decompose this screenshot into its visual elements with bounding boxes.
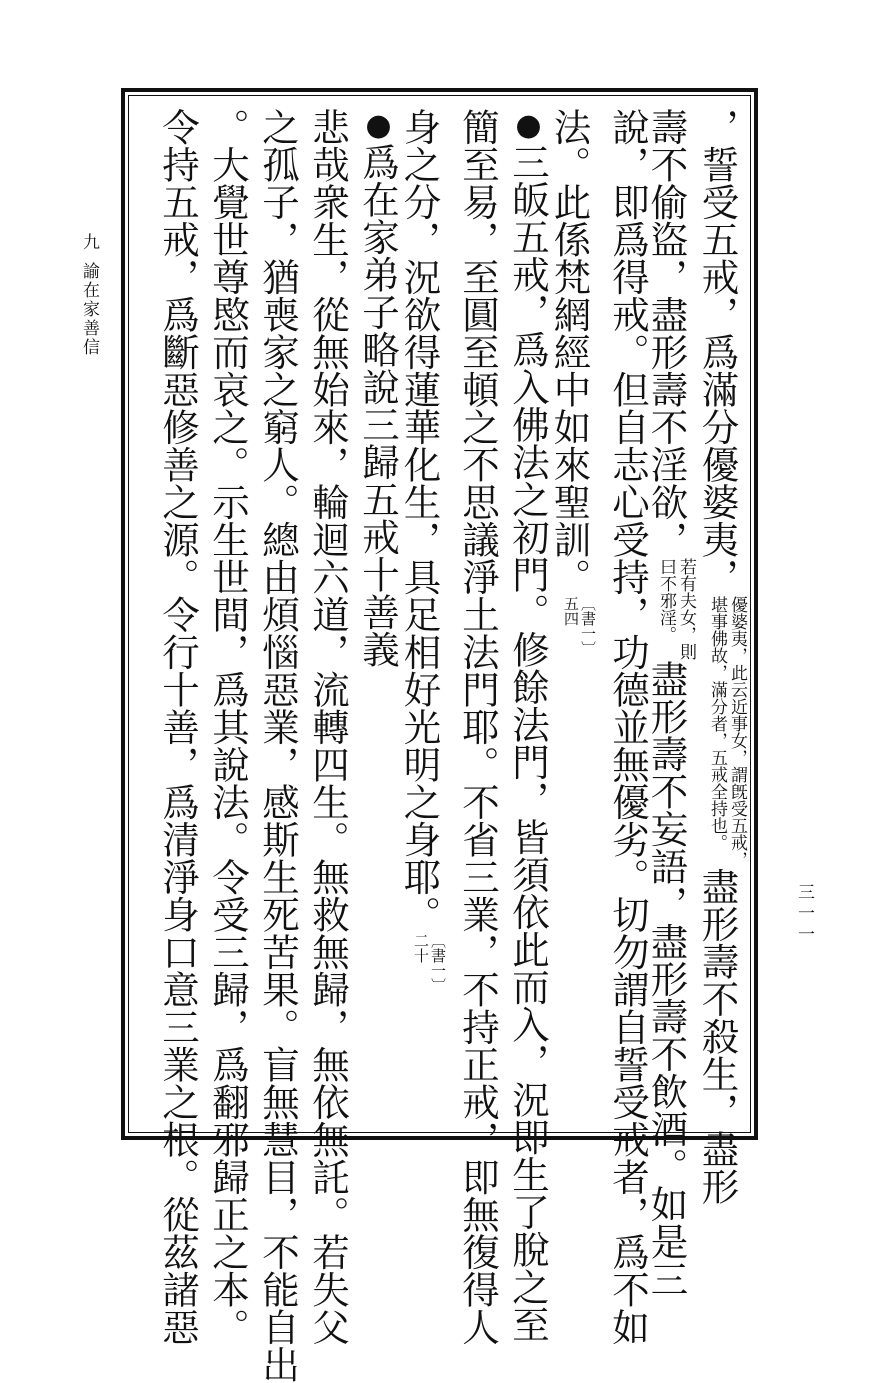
- annotation-line: 五四: [562, 595, 580, 626]
- text-column: [506, 108, 550, 1343]
- text-column: [644, 108, 696, 1298]
- text-column: [456, 108, 500, 1346]
- text-run: 盡形壽不殺生，盡形: [695, 867, 740, 1205]
- text-column: [256, 108, 300, 1383]
- text-column: [695, 108, 747, 1205]
- text-column: [156, 108, 200, 1346]
- text-column: [606, 108, 650, 1346]
- text-column: [547, 108, 597, 656]
- text-run: 說，即爲得戒。但自志心受持，功德並無優劣。切勿謂自誓受戒者，爲不如: [606, 108, 650, 1346]
- text-run: ，誓受五戒，爲滿分優婆夷，: [695, 108, 740, 596]
- text-run: 三皈五戒，爲入佛法之初門。修餘法門，皆須依此而入，況即生了脫之至: [506, 143, 550, 1343]
- bullet-mark: ●: [511, 108, 546, 143]
- text-run: 簡至易，至圓至頓之不思議淨土法門耶。不省三業，不持正戒，即無復得人: [456, 108, 500, 1346]
- text-column: [306, 108, 350, 1346]
- text-run: 法。此係梵網經中如來聖訓。: [547, 108, 592, 596]
- text-run: 爲在家弟子略說三歸五戒十善義: [356, 143, 400, 668]
- text-column: [356, 108, 400, 668]
- chapter-number: 九: [79, 233, 99, 252]
- annotation-line: 堪事佛故，滿分者，五戒全持也。: [707, 595, 727, 851]
- body-text: [148, 108, 747, 1383]
- inline-annotation: [656, 558, 696, 660]
- text-run: 盡形壽不妄語，盡形壽不飲酒。如是三: [644, 660, 689, 1298]
- annotation-line: 優婆夷，此云近事女，謂旣受五戒，: [727, 595, 747, 868]
- annotation-line: 〔書一〕: [429, 933, 447, 993]
- citation-note: [562, 596, 596, 656]
- annotation-line: 〔書一〕: [579, 595, 597, 656]
- section-title: 諭在家善信: [79, 262, 99, 357]
- bullet-mark: ●: [361, 108, 396, 143]
- text-column: [397, 108, 447, 993]
- text-run: 令持五戒，爲斷惡修善之源。令行十善，爲清淨身口意三業之根。從茲諸惡: [156, 108, 200, 1346]
- text-column: [206, 108, 250, 1346]
- inline-annotation: [707, 596, 747, 868]
- page-number: 三一一: [794, 883, 814, 946]
- annotation-line: 二十: [412, 933, 430, 963]
- text-run: 壽不偷盜，盡形壽不淫欲，: [644, 108, 689, 558]
- text-run: 之孤子，猶喪家之窮人。總由煩惱惡業，感斯生死苦果。盲無慧目，不能自出: [256, 108, 300, 1383]
- text-run: 悲哉衆生，從無始來，輪迴六道，流轉四生。無救無歸，無依無託。若失父: [306, 108, 350, 1346]
- text-run: 身之分，況欲得蓮華化生，具足相好光明之身耶。: [397, 108, 442, 933]
- citation-note: [412, 933, 446, 993]
- annotation-line: 曰不邪淫。: [656, 558, 676, 643]
- annotation-line: 若有夫女，則: [676, 558, 696, 660]
- text-run: 。大覺世尊愍而哀之。示生世間，爲其說法。令受三歸，爲翻邪歸正之本。: [206, 108, 250, 1346]
